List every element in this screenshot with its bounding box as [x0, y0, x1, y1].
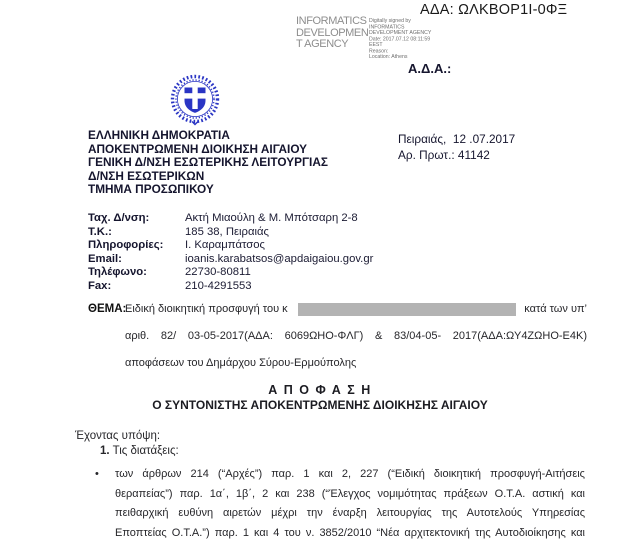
- list-item-text: Τις διατάξεις:: [112, 445, 179, 457]
- having-regard-text: Έχοντας υπόψη:: [75, 430, 161, 442]
- protocol-number: Αρ. Πρωτ.: 41142: [398, 148, 490, 162]
- digital-signature-details: [369, 18, 483, 60]
- contact-label: Fax:: [88, 279, 112, 292]
- contact-row: [88, 212, 373, 226]
- bullet-line: των άρθρων 214 (“Αρχές”) παρ. 1 και 2, 227 (“Ειδική διοικητική προσφυγή-Αιτήσεις: [115, 468, 585, 480]
- contact-row: [88, 266, 373, 280]
- contact-value: 185 38, Πειραιάς: [185, 225, 269, 238]
- bullet-line: Εποπτείας Ο.Τ.Α.”) παρ. 1 και 4 του ν. 3852/2010 “Νέα αρχιτεκτονική της Αυτοδιοίκησης και: [115, 526, 585, 539]
- agency-header: [88, 129, 328, 197]
- decision-title: Α Π Ο Φ Α Σ Η: [268, 383, 372, 397]
- contact-value: Ακτή Μιαούλη & Μ. Μπότσαρη 2-8: [185, 212, 358, 224]
- list-item-1: [100, 445, 179, 457]
- list-item-number: 1.: [100, 445, 110, 457]
- sig-agency-line: INFORMATICS: [296, 15, 367, 27]
- header-line: ΑΠΟΚΕΝΤΡΩΜΕΝΗ ΔΙΟΙΚΗΣΗ ΑΙΓΑΙΟΥ: [88, 141, 308, 156]
- contact-label: Email:: [88, 252, 122, 265]
- contact-value: 210-4291553: [185, 279, 252, 292]
- contact-row: [88, 253, 373, 267]
- subject-line-2: αριθ. 82/ 03-05-2017(ΑΔΑ: 6069ΩΗΟ-ΦΛΓ) & 83/04-05- 2017(ΑΔΑ:ΩΥ4ΖΩΗΟ-Ε4Κ): [125, 330, 587, 342]
- digital-signature-agency: [296, 16, 368, 51]
- contact-label: Τ.Κ.:: [88, 225, 112, 238]
- subject-text: [125, 296, 587, 377]
- contact-row: [88, 280, 373, 294]
- contact-label: Πληροφορίες:: [88, 239, 164, 252]
- bullet-paragraph: [115, 465, 585, 541]
- subject-line1-after: κατά των υπ’: [524, 303, 587, 315]
- contact-row: [88, 239, 373, 253]
- contact-info: [88, 212, 373, 294]
- bullet-line: θεραπείας”) παρ. 1α΄, 1β΄, 2 και 238 (“Έλεγχος νομιμότητας πράξεων Ο.Τ.Α. αστική και: [115, 487, 585, 500]
- contact-email-value: ioanis.karabatsos@apdaigaiou.gov.gr: [185, 252, 374, 265]
- sig-detail-line: INFORMATICS: [369, 23, 405, 30]
- place-date: Πειραιάς, 12 .07.2017: [398, 132, 516, 146]
- ada-label: Α.Δ.Α.:: [408, 61, 452, 76]
- contact-row: [88, 226, 373, 240]
- bullet-icon: •: [95, 468, 99, 480]
- contact-value: 22730-80811: [185, 266, 251, 279]
- subject-label: ΘΕΜΑ:: [88, 303, 127, 315]
- contact-value: Ι. Καραμπάτσος: [185, 239, 265, 252]
- subject-line-1: [125, 296, 587, 323]
- sig-detail-line: EEST: [369, 41, 383, 48]
- sig-detail-line: Digitally signed by: [369, 18, 411, 24]
- sig-agency-line: DEVELOPMEN: [296, 26, 369, 39]
- decision-subtitle: Ο ΣΥΝΤΟΝΙΣΤΗΣ ΑΠΟΚΕΝΤΡΩΜΕΝΗΣ ΔΙΟΙΚΗΣΗΣ ΑΙΓΑΙΟΥ: [152, 397, 488, 412]
- contact-label: Τηλέφωνο:: [88, 266, 147, 279]
- header-line: ΤΜΗΜΑ ΠΡΟΣΩΠΙΚΟΥ: [88, 182, 214, 196]
- bullet-line: πειθαρχική ευθύνη αιρετών μέχρι την έναρξη λειτουργίας της Αυτοτελούς Υπηρεσίας: [115, 507, 585, 519]
- sig-detail-line: Location: Athens: [369, 53, 408, 60]
- header-line: Δ/ΝΣΗ ΕΣΩΤΕΡΙΚΩΝ: [88, 168, 205, 183]
- header-line: ΓΕΝΙΚΗ Δ/ΝΣΗ ΕΣΩΤΕΡΙΚΗΣ ΛΕΙΤΟΥΡΓΙΑΣ: [88, 155, 328, 169]
- subject-line1-before: Ειδική διοικητική προσφυγή του κ: [125, 303, 288, 315]
- sig-detail-line: DEVELOPMENT AGENCY: [369, 29, 432, 36]
- subject-line-3: αποφάσεων του Δημάρχου Σύρου-Ερμούπολης: [125, 357, 357, 369]
- sig-agency-line: T AGENCY: [296, 38, 349, 50]
- greek-coat-of-arms-icon: [166, 74, 224, 126]
- contact-label: Ταχ. Δ/νση:: [88, 212, 150, 224]
- decision-heading: [110, 383, 530, 412]
- redacted-name-box: [298, 303, 517, 316]
- sig-detail-line: Date: 2017.07.12 08:11:59: [369, 35, 431, 42]
- sig-detail-line: Reason:: [369, 47, 389, 54]
- date-protocol-block: [398, 131, 515, 163]
- ada-code-header: ΑΔΑ: ΩΛΚΒΟΡ1Ι-0ΦΞ: [420, 2, 568, 18]
- header-line: ΕΛΛΗΝΙΚΗ ΔΗΜΟΚΡΑΤΙΑ: [88, 128, 230, 142]
